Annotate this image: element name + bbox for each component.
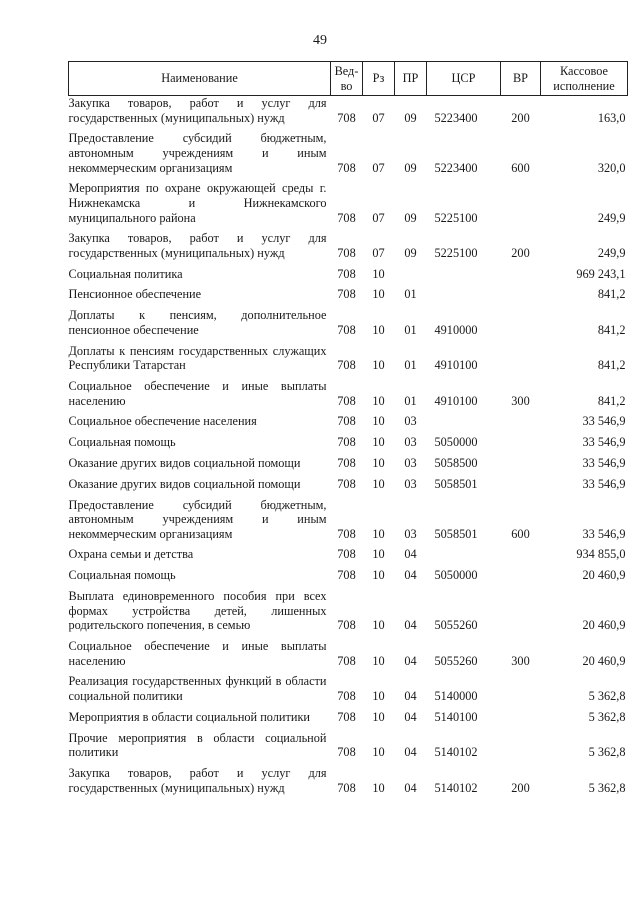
cell-pr: 04 — [404, 568, 417, 583]
cell-sum: 841,2 — [597, 358, 626, 373]
cell-vr — [501, 477, 541, 492]
cell-rz: 10 — [372, 618, 385, 633]
cell-sum: 33 546,9 — [582, 435, 626, 450]
cell-pr: 03 — [404, 455, 417, 470]
cell-csr: 5223400 — [434, 160, 478, 175]
table-row — [69, 589, 628, 633]
cell-vr — [501, 181, 541, 225]
cell-pr — [395, 267, 427, 282]
cell-name: Социальная помощь — [68, 568, 176, 583]
cell-vr: 600 — [511, 526, 530, 541]
cell-rz: 10 — [372, 780, 385, 795]
cell-rz: 10 — [372, 455, 385, 470]
cell-csr: 5140100 — [434, 709, 478, 724]
cell-name: Предоставление субсидий бюджетным, автономным учреждениям и иным некоммерческим организациям — [68, 497, 327, 541]
table-row — [69, 477, 628, 492]
cell-name: Прочие мероприятия в области социальной политики — [68, 730, 327, 760]
cell-csr — [427, 414, 501, 429]
cell-ved: 708 — [337, 568, 356, 583]
cell-rz: 10 — [372, 526, 385, 541]
cell-sum: 33 546,9 — [582, 476, 626, 491]
cell-name: Оказание других видов социальной помощи — [68, 455, 301, 470]
table-row — [69, 435, 628, 450]
cell-sum: 33 546,9 — [582, 455, 626, 470]
cell-name: Реализация государственных функций в области социальной политики — [68, 674, 327, 703]
cell-csr — [427, 287, 501, 302]
cell-ved: 708 — [337, 110, 356, 125]
table-header — [69, 62, 628, 96]
cell-vr: 200 — [511, 245, 530, 260]
cell-rz: 10 — [372, 266, 385, 281]
cell-csr: 5050000 — [434, 435, 478, 450]
table-row — [69, 766, 628, 795]
cell-csr — [427, 547, 501, 562]
cell-sum: 20 460,9 — [582, 653, 626, 668]
cell-sum: 320,0 — [597, 160, 626, 175]
cell-name: Закупка товаров, работ и услуг для государственных (муниципальных) нужд — [68, 231, 327, 260]
cell-vr — [501, 731, 541, 760]
table-row — [69, 344, 628, 373]
cell-pr: 09 — [404, 210, 417, 225]
cell-sum: 841,2 — [597, 393, 626, 408]
cell-vr — [501, 674, 541, 703]
cell-sum: 33 546,9 — [582, 526, 626, 541]
cell-name: Закупка товаров, работ и услуг для государственных (муниципальных) нужд — [68, 96, 327, 125]
cell-sum: 969 243,1 — [576, 266, 626, 281]
cell-pr: 01 — [404, 287, 417, 302]
cell-ved: 708 — [337, 653, 356, 668]
cell-vr: 200 — [511, 780, 530, 795]
budget-table — [68, 61, 628, 795]
cell-pr: 01 — [404, 358, 417, 373]
cell-sum: 841,2 — [597, 287, 626, 302]
cell-csr: 5223400 — [434, 110, 478, 125]
cell-ved: 708 — [337, 618, 356, 633]
cell-pr: 04 — [404, 688, 417, 703]
cell-pr: 09 — [404, 160, 417, 175]
cell-rz: 07 — [372, 245, 385, 260]
cell-name: Социальное обеспечение населения — [68, 414, 257, 429]
cell-name: Социальная помощь — [68, 435, 176, 450]
cell-vr: 300 — [511, 393, 530, 408]
table-row — [69, 568, 628, 583]
cell-csr: 5055260 — [434, 653, 478, 668]
header-vr: ВР — [501, 62, 541, 96]
cell-rz: 10 — [372, 653, 385, 668]
budget-table-container — [68, 61, 627, 795]
cell-name: Социальная политика — [68, 266, 183, 281]
table-row — [69, 181, 628, 225]
table-body — [69, 96, 628, 796]
cell-ved: 708 — [337, 210, 356, 225]
table-row — [69, 267, 628, 282]
cell-ved: 708 — [337, 287, 356, 302]
cell-pr: 04 — [404, 618, 417, 633]
cell-pr: 01 — [404, 322, 417, 337]
cell-name: Доплаты к пенсиям государственных служащих Республики Татарстан — [68, 343, 327, 373]
cell-name: Социальное обеспечение и иные выплаты населению — [68, 639, 327, 668]
header-csr: ЦСР — [427, 62, 501, 96]
cell-vr — [501, 589, 541, 633]
cell-csr: 4910100 — [434, 358, 478, 373]
cell-pr: 04 — [404, 780, 417, 795]
cell-ved: 708 — [337, 245, 356, 260]
cell-vr — [501, 547, 541, 562]
table-row — [69, 731, 628, 760]
cell-rz: 07 — [372, 110, 385, 125]
cell-rz: 10 — [372, 745, 385, 760]
cell-csr: 5055260 — [434, 618, 478, 633]
cell-vr — [501, 435, 541, 450]
header-ved: Вед- во — [331, 62, 363, 96]
cell-name: Мероприятия по охране окружающей среды г. Нижнекамска и Нижнекамского муниципального района — [68, 181, 327, 225]
cell-vr — [501, 456, 541, 471]
cell-rz: 10 — [372, 393, 385, 408]
table-row — [69, 547, 628, 562]
cell-sum: 249,9 — [597, 245, 626, 260]
cell-pr: 03 — [404, 526, 417, 541]
cell-rz: 10 — [372, 547, 385, 562]
header-rz: Рз — [363, 62, 395, 96]
cell-name: Мероприятия в области социальной политики — [68, 709, 310, 724]
cell-vr — [501, 414, 541, 429]
cell-name: Доплаты к пенсиям, дополнительное пенсионное обеспечение — [68, 308, 327, 337]
cell-rz: 10 — [372, 358, 385, 373]
table-row — [69, 287, 628, 302]
table-row — [69, 456, 628, 471]
cell-rz: 10 — [372, 322, 385, 337]
table-row — [69, 674, 628, 703]
cell-ved: 708 — [337, 476, 356, 491]
cell-pr: 03 — [404, 435, 417, 450]
table-row — [69, 231, 628, 260]
cell-vr — [501, 267, 541, 282]
cell-sum: 20 460,9 — [582, 568, 626, 583]
cell-ved: 708 — [337, 780, 356, 795]
cell-name: Охрана семьи и детства — [68, 547, 194, 562]
cell-rz: 10 — [372, 414, 385, 429]
cell-sum: 249,9 — [597, 210, 626, 225]
cell-name: Пенсионное обеспечение — [68, 287, 202, 302]
cell-csr: 5225100 — [434, 210, 478, 225]
cell-ved: 708 — [337, 745, 356, 760]
cell-pr: 09 — [404, 110, 417, 125]
cell-sum: 5 362,8 — [588, 709, 626, 724]
page-number: 49 — [313, 33, 327, 48]
cell-sum: 841,2 — [597, 322, 626, 337]
cell-csr: 5140102 — [434, 780, 478, 795]
cell-vr — [501, 287, 541, 302]
cell-sum: 33 546,9 — [582, 414, 626, 429]
cell-csr: 4910000 — [434, 322, 478, 337]
table-row — [69, 710, 628, 725]
cell-rz: 07 — [372, 160, 385, 175]
cell-ved: 708 — [337, 160, 356, 175]
cell-ved: 708 — [337, 709, 356, 724]
cell-pr: 09 — [404, 245, 417, 260]
cell-rz: 07 — [372, 210, 385, 225]
cell-ved: 708 — [337, 266, 356, 281]
cell-vr: 200 — [511, 110, 530, 125]
cell-ved: 708 — [337, 358, 356, 373]
table-row — [69, 639, 628, 668]
cell-csr: 5050000 — [434, 568, 478, 583]
cell-ved: 708 — [337, 435, 356, 450]
cell-ved: 708 — [337, 526, 356, 541]
cell-sum: 5 362,8 — [588, 780, 626, 795]
table-row — [69, 308, 628, 337]
header-pr: ПР — [395, 62, 427, 96]
cell-vr — [501, 308, 541, 337]
cell-ved: 708 — [337, 414, 356, 429]
cell-rz: 10 — [372, 435, 385, 450]
table-row — [69, 414, 628, 429]
cell-csr: 5058501 — [434, 526, 478, 541]
cell-rz: 10 — [372, 709, 385, 724]
cell-name: Оказание других видов социальной помощи — [68, 476, 301, 491]
cell-csr — [427, 267, 501, 282]
cell-vr — [501, 344, 541, 373]
cell-ved: 708 — [337, 455, 356, 470]
cell-csr: 4910100 — [434, 393, 478, 408]
cell-name: Выплата единовременного пособия при всех формах устройства детей, лишенных родительского попечения, в семью — [68, 589, 327, 633]
cell-pr: 01 — [404, 393, 417, 408]
cell-rz: 10 — [372, 476, 385, 491]
cell-rz: 10 — [372, 688, 385, 703]
cell-name: Предоставление субсидий бюджетным, автономным учреждениям и иным некоммерческим организациям — [68, 131, 327, 175]
table-row — [69, 131, 628, 175]
cell-sum: 5 362,8 — [588, 688, 626, 703]
cell-pr: 03 — [404, 476, 417, 491]
cell-pr: 04 — [404, 745, 417, 760]
cell-pr: 04 — [404, 709, 417, 724]
cell-vr — [501, 568, 541, 583]
cell-name: Социальное обеспечение и иные выплаты населению — [68, 379, 327, 408]
cell-ved: 708 — [337, 393, 356, 408]
cell-rz: 10 — [372, 568, 385, 583]
cell-csr: 5058500 — [434, 455, 478, 470]
cell-name: Закупка товаров, работ и услуг для государственных (муниципальных) нужд — [68, 765, 327, 795]
cell-vr: 300 — [511, 653, 530, 668]
table-row — [69, 96, 628, 126]
cell-rz: 10 — [372, 287, 385, 302]
cell-sum: 163,0 — [597, 110, 626, 125]
cell-csr: 5140000 — [434, 688, 478, 703]
cell-ved: 708 — [337, 547, 356, 562]
header-name: Наименование — [69, 62, 331, 96]
cell-vr: 600 — [511, 160, 530, 175]
cell-pr: 04 — [404, 547, 417, 562]
cell-csr: 5140102 — [434, 745, 478, 760]
cell-pr: 04 — [404, 653, 417, 668]
header-sum: Кассовое исполнение — [541, 62, 628, 96]
cell-csr: 5058501 — [434, 476, 478, 491]
cell-sum: 934 855,0 — [576, 547, 626, 562]
cell-sum: 20 460,9 — [582, 618, 626, 633]
table-row — [69, 379, 628, 408]
cell-ved: 708 — [337, 688, 356, 703]
table-row — [69, 498, 628, 542]
cell-ved: 708 — [337, 322, 356, 337]
cell-csr: 5225100 — [434, 245, 478, 260]
cell-sum: 5 362,8 — [588, 745, 626, 760]
cell-vr — [501, 710, 541, 725]
cell-pr: 03 — [404, 414, 417, 429]
